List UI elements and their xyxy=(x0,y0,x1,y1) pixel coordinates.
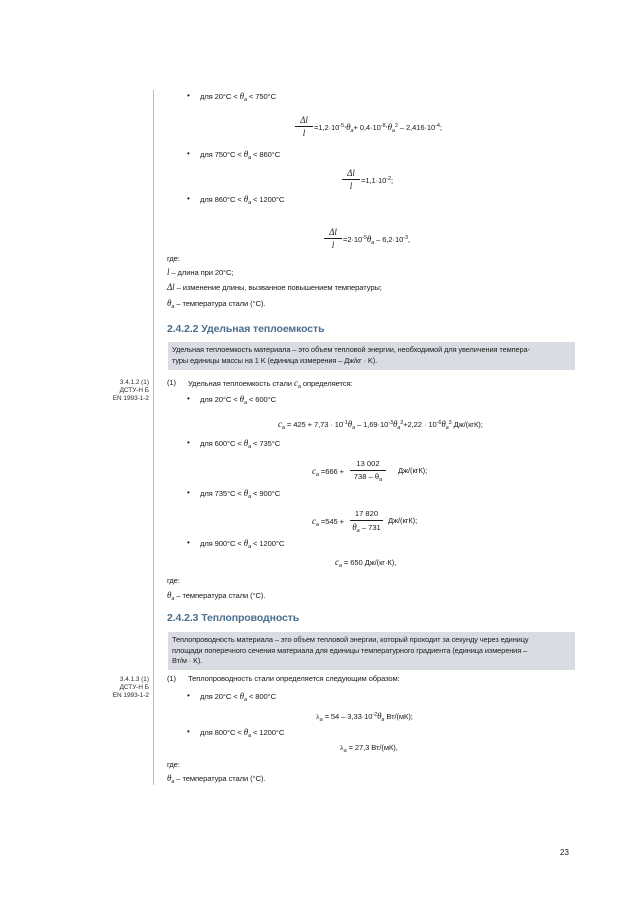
equation-conductivity-800-1200: $\lambda_a = 27,3$ Вт/(мК), xyxy=(340,743,398,754)
where-label: где: xyxy=(167,576,180,585)
equation-heat-600-735-lhs: $c_a =666$ + xyxy=(312,466,344,478)
margin-divider xyxy=(153,90,154,785)
where-label: где: xyxy=(167,254,180,263)
standard-reference: 3.4.1.2 (1) ДСТУ-Н Б EN 1993-1-2 xyxy=(112,379,149,403)
clause-number: (1) xyxy=(167,674,176,683)
fraction-dl-over-l: $\frac{\Delta l}{l}$ xyxy=(342,168,360,191)
clause-text: Теплопроводность стали определяется следующим образом: xyxy=(188,674,400,683)
where-item-l: l – длина при 20°C; xyxy=(167,267,234,277)
condition-900-1200: для $900^\circ C < \theta_a < 1200^\circ C$ xyxy=(200,538,285,550)
fraction-dl-over-l: $\frac{\Delta l}{l}$ xyxy=(324,227,342,250)
condition-800-1200: для $800^\circ C < \theta_a < 1200^\circ C$ xyxy=(200,727,285,739)
bullet: • xyxy=(187,394,190,403)
equation-heat-900-1200: $c_a = 650$ Дж/(кг·К), xyxy=(335,557,397,569)
where-item-theta: $\theta_a$ – температура стали (°C). xyxy=(167,773,266,785)
condition-20-750: для $20^\circ C < \theta_a < 750^\circ C$ xyxy=(200,91,276,103)
bullet: • xyxy=(187,727,190,736)
equation-heat-735-900-lhs: $c_a =545$ + xyxy=(312,516,344,528)
bullet: • xyxy=(187,488,190,497)
bullet: • xyxy=(187,194,190,203)
bullet: • xyxy=(187,538,190,547)
equation-heat-20-600: $c_a = 425 + 7,73 \cdot 10^{-1}\theta_a - 1,69\cdot 10^{-3}\theta_a^2+2,22 \cdot 10^{-6}\theta_a^3$ Дж/(кгК); xyxy=(278,419,483,431)
equation-expansion-1: $=1,2\cdot 10^{-5}\cdot\theta_a+ 0,4\cdot 10^{-8}\cdot\theta_a^2 - 2,416\cdot 10^{-4}$; xyxy=(314,122,442,134)
bullet: • xyxy=(187,691,190,700)
definition-line: площади поперечного сечения материала для единицы температурного градиента (единица измерения – xyxy=(172,645,528,655)
definition-box-thermal-conductivity xyxy=(168,632,575,670)
fraction-heat-600-735: $\frac{13 002}{738 - \theta_a}$ xyxy=(350,459,386,485)
definition-line: Вт/м · K). xyxy=(172,656,203,665)
fraction-heat-735-900: $\frac{17 820}{\theta_a - 731}$ xyxy=(350,509,383,536)
where-item-theta: $\theta_a$ – температура стали (°C). xyxy=(167,590,266,602)
condition-20-800: для $20^\circ C < \theta_a < 800^\circ C$ xyxy=(200,691,276,703)
unit-text: Дж/(кгК); xyxy=(388,516,418,525)
unit-text: Дж/(кгК); xyxy=(398,466,428,475)
definition-line: туры единицы массы на 1 K (единица измерения – Дж/кг · K). xyxy=(172,355,378,365)
definition-box-heat-capacity xyxy=(168,342,575,370)
where-item-theta: $\theta_a$ – температура стали (°C). xyxy=(167,298,266,310)
where-label: где: xyxy=(167,760,180,769)
section-heading-thermal-conductivity: 2.4.2.3 Теплопроводность xyxy=(167,612,300,624)
standard-reference: 3.4.1.3 (1) ДСТУ-Н Б EN 1993-1-2 xyxy=(112,676,149,700)
equation-conductivity-20-800: $\lambda_a = 54 - 3,33\cdot 10^{-2}\theta_a$ Вт/(мК); xyxy=(316,711,413,723)
condition-735-900: для $735^\circ C < \theta_a < 900^\circ C$ xyxy=(200,488,281,500)
page-number: 23 xyxy=(560,848,569,857)
bullet: • xyxy=(187,91,190,100)
condition-600-735: для $600^\circ C < \theta_a < 735^\circ C$ xyxy=(200,438,281,450)
fraction-dl-over-l: $\frac{\Delta l}{l}$ xyxy=(295,115,313,138)
clause-text: Удельная теплоемкость стали $c_a$ определяется: xyxy=(188,378,353,390)
equation-expansion-3: $=2\cdot 10^{-5}\theta_a - 6,2\cdot 10^{-3}$, xyxy=(343,234,410,246)
condition-750-860: для $750^\circ C < \theta_a < 860^\circ C$ xyxy=(200,149,281,161)
section-heading-heat-capacity: 2.4.2.2 Удельная теплоемкость xyxy=(167,323,325,335)
where-item-dl: Δl – изменение длины, вызванное повышением температуры; xyxy=(167,282,382,292)
clause-number: (1) xyxy=(167,378,176,387)
equation-expansion-2: $=1,1\cdot 10^{-2}$; xyxy=(361,176,393,185)
bullet: • xyxy=(187,149,190,158)
condition-860-1200: для $860^\circ C < \theta_a < 1200^\circ C$ xyxy=(200,194,285,206)
bullet: • xyxy=(187,438,190,447)
definition-line: Теплопроводность материала – это объем тепловой энергии, который проходит за секунду через единицу xyxy=(172,635,529,644)
condition-20-600: для $20^\circ C < \theta_a < 600^\circ C$ xyxy=(200,394,276,406)
definition-line: Удельная теплоемкость материала – это объем тепловой энергии, необходимой для увеличения темпера- xyxy=(172,345,530,354)
